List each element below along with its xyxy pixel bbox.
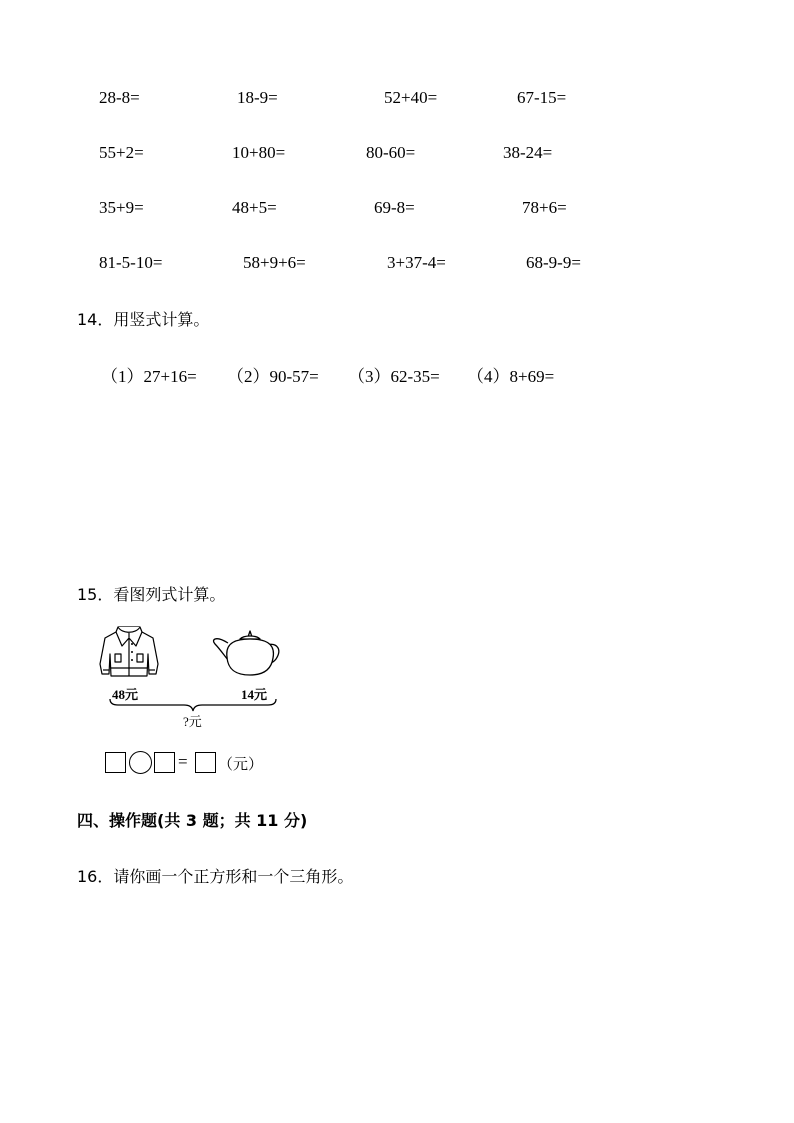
question-14-title: 14．用竖式计算。 — [77, 310, 210, 329]
equation: 28-8= — [99, 88, 140, 107]
teapot-price: 14元 — [241, 687, 268, 702]
vertical-item: （2）90-57= — [227, 367, 319, 386]
equation: 38-24= — [503, 143, 553, 162]
total-label: ?元 — [183, 714, 202, 729]
equation: 35+9= — [99, 198, 144, 217]
equation: 52+40= — [384, 88, 438, 107]
operator-circle[interactable] — [129, 751, 152, 774]
question-15-title: 15．看图列式计算。 — [77, 585, 226, 604]
vertical-item: （1）27+16= — [101, 367, 197, 386]
equation: 78+6= — [522, 198, 567, 217]
answer-box[interactable] — [154, 752, 175, 773]
equation: 80-60= — [366, 143, 416, 162]
equation: 48+5= — [232, 198, 277, 217]
unit-label: （元） — [218, 755, 264, 773]
teapot-icon — [210, 630, 284, 678]
equation: 55+2= — [99, 143, 144, 162]
equals-sign: = — [178, 752, 188, 771]
answer-box[interactable] — [105, 752, 126, 773]
vertical-item: （3）62-35= — [348, 367, 440, 386]
equation: 3+37-4= — [387, 253, 446, 272]
jacket-price: 48元 — [112, 687, 139, 702]
equation: 69-8= — [374, 198, 415, 217]
equation: 67-15= — [517, 88, 567, 107]
equation: 81-5-10= — [99, 253, 163, 272]
jacket-icon — [98, 624, 160, 680]
equation: 18-9= — [237, 88, 278, 107]
answer-box[interactable] — [195, 752, 216, 773]
equation: 68-9-9= — [526, 253, 581, 272]
total-brace — [108, 698, 278, 712]
equation: 58+9+6= — [243, 253, 306, 272]
equation: 10+80= — [232, 143, 286, 162]
question-16-title: 16．请你画一个正方形和一个三角形。 — [77, 867, 354, 886]
section-heading: 四、操作题(共 3 题；共 11 分) — [77, 811, 308, 830]
vertical-item: （4）8+69= — [467, 367, 555, 386]
